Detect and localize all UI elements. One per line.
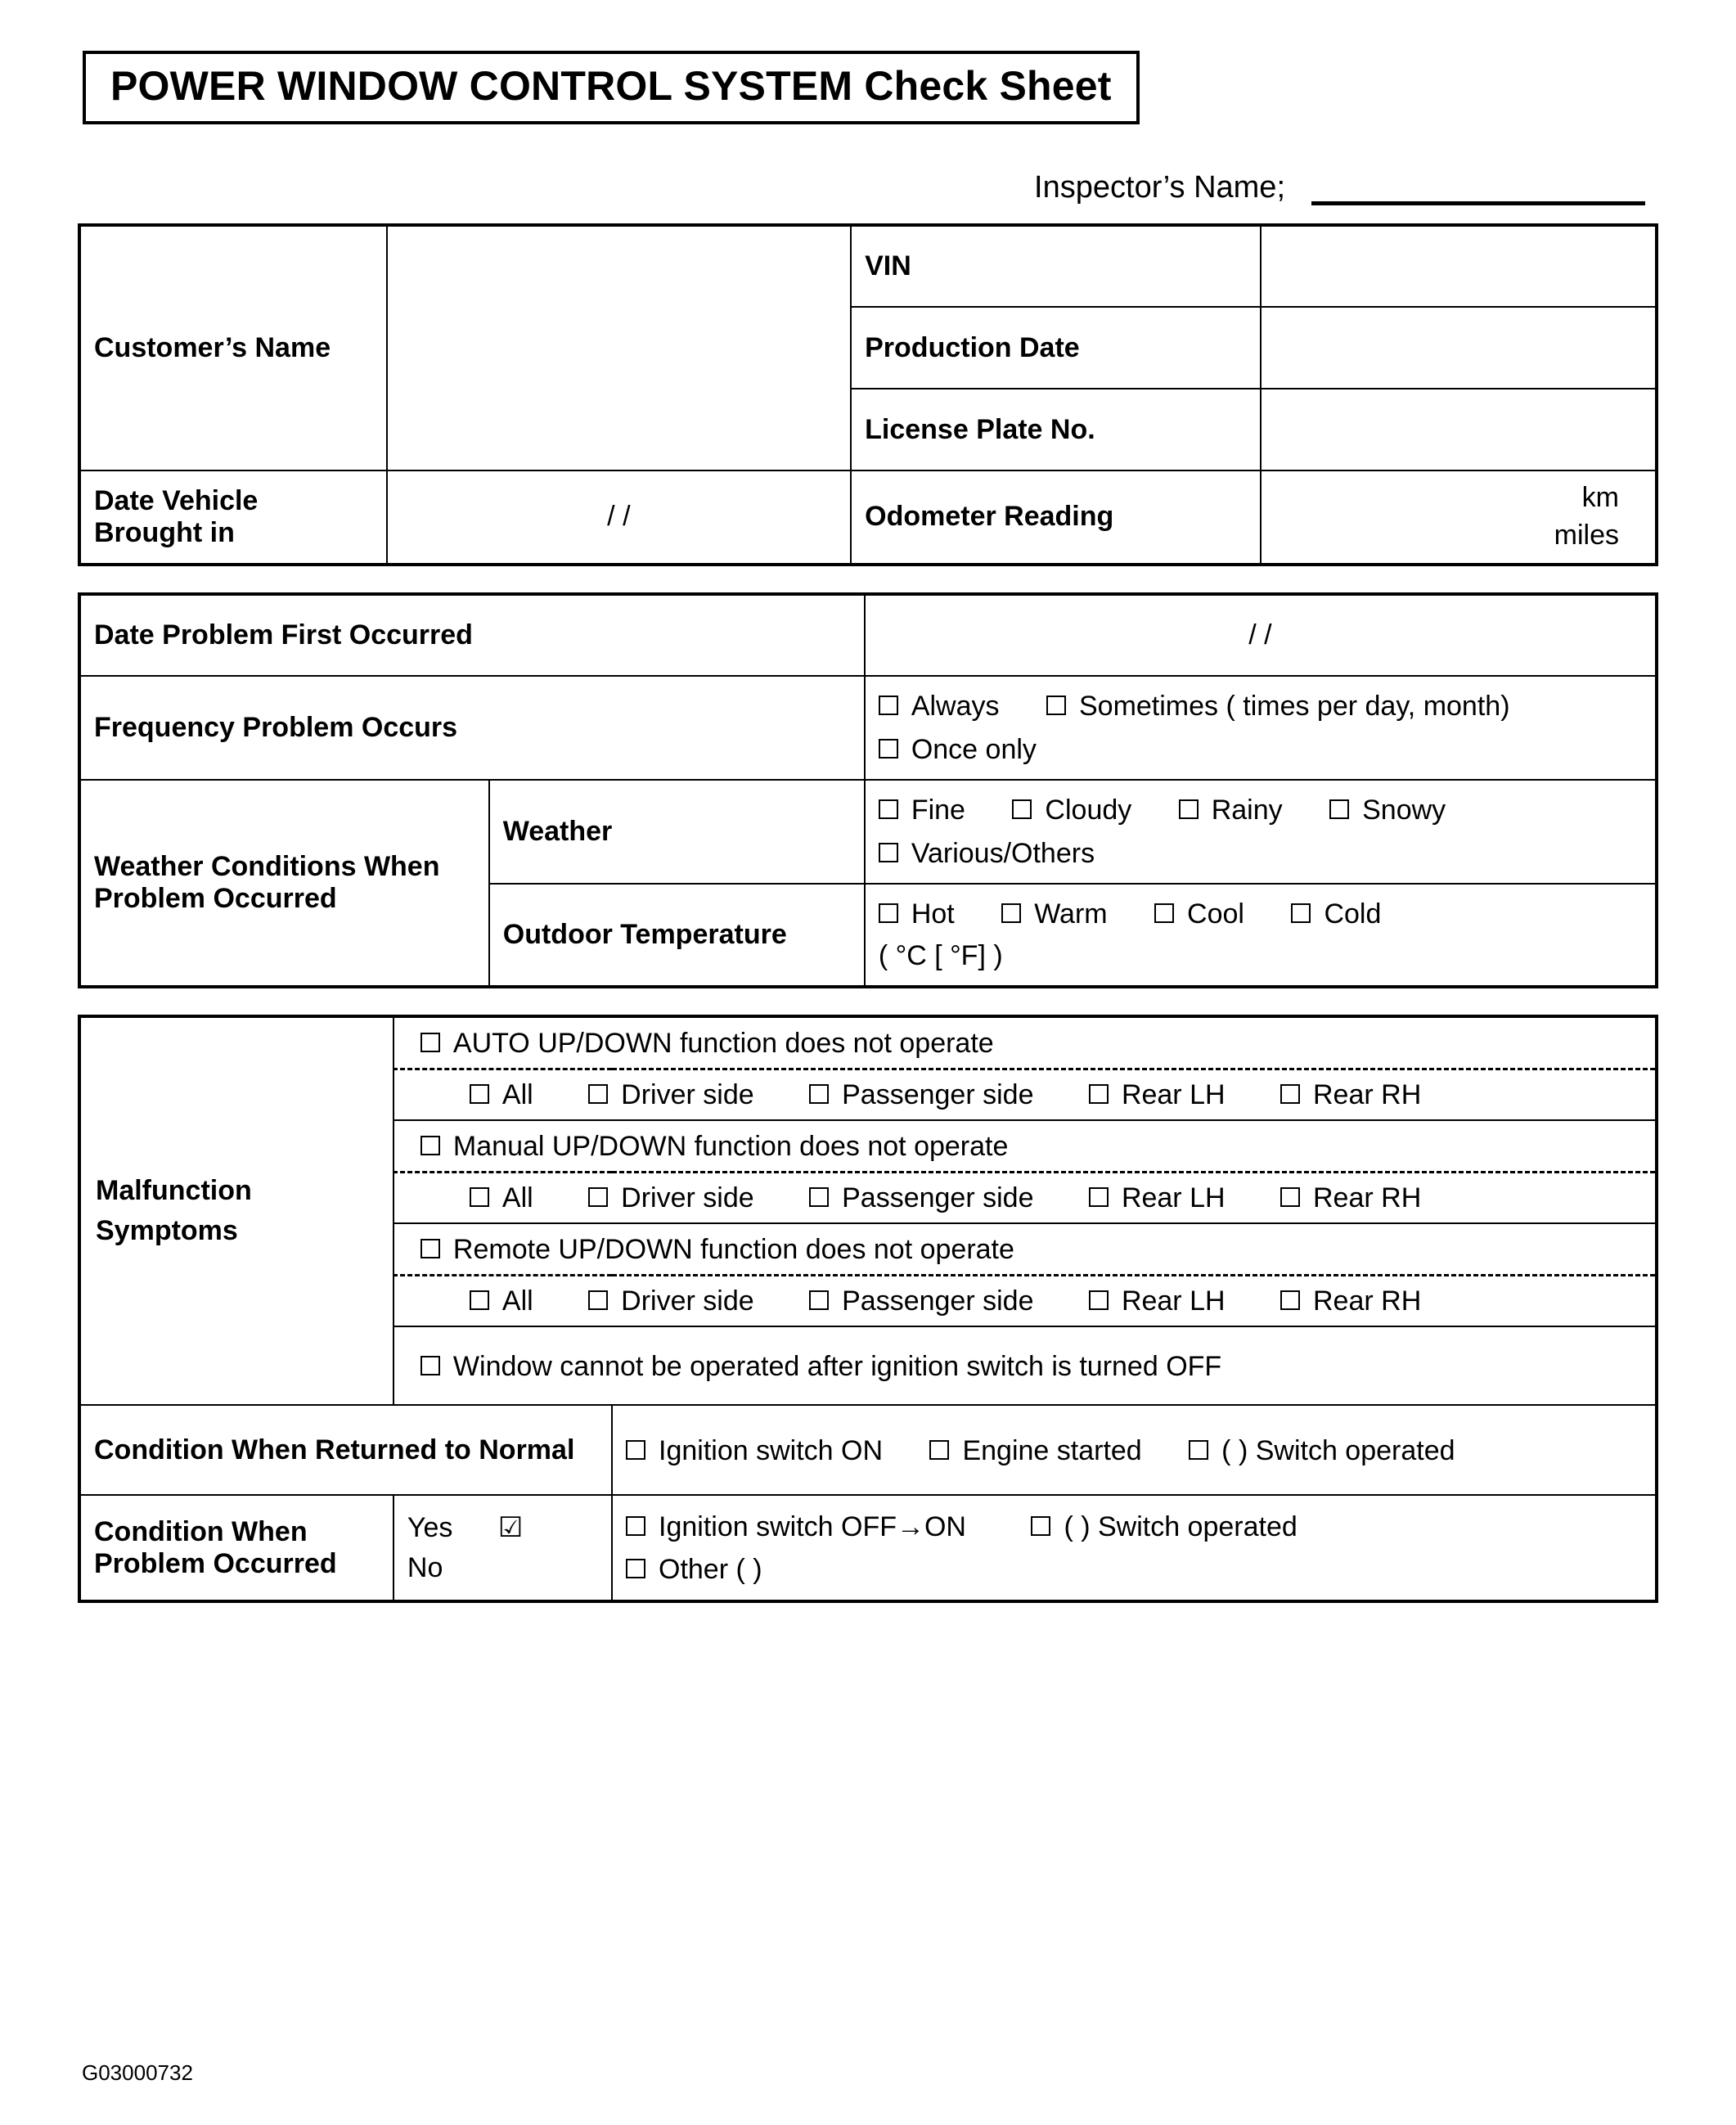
checkbox-icon[interactable]: [879, 843, 898, 862]
checkbox-icon[interactable]: [1012, 799, 1032, 819]
checkbox-icon[interactable]: [1001, 903, 1021, 923]
condition-returned-normal-label: Condition When Returned to Normal: [79, 1405, 612, 1495]
problem-option-switch-operated[interactable]: ( ) Switch operated: [1031, 1506, 1297, 1548]
malfunction-manual-locations: [394, 1172, 1657, 1223]
normal-option-ignition-on[interactable]: Ignition switch ON: [626, 1430, 883, 1472]
odometer-input[interactable]: [1261, 470, 1657, 565]
page-title: POWER WINDOW CONTROL SYSTEM Check Sheet: [110, 63, 1112, 109]
location-all[interactable]: All: [470, 1182, 533, 1214]
checkbox-icon[interactable]: [879, 696, 898, 715]
inspector-name-label: Inspector’s Name;: [1034, 170, 1285, 205]
date-first-occurred-label: Date Problem First Occurred: [79, 594, 865, 676]
temperature-option-cool[interactable]: Cool: [1154, 894, 1244, 935]
checkbox-icon[interactable]: [626, 1516, 645, 1536]
table-row: [79, 1495, 1657, 1601]
date-brought-in-label: Date Vehicle Brought in: [79, 470, 387, 565]
malfunction-table: [78, 1015, 1658, 1603]
table-row: [79, 1016, 1657, 1069]
weather-option-rainy[interactable]: Rainy: [1179, 790, 1283, 831]
location-rear-lh[interactable]: Rear LH: [1089, 1079, 1226, 1111]
location-all[interactable]: All: [470, 1285, 533, 1317]
checkbox-icon[interactable]: [588, 1084, 608, 1104]
location-rear-lh[interactable]: Rear LH: [1089, 1182, 1226, 1214]
checkbox-icon[interactable]: [626, 1559, 645, 1578]
location-driver-side[interactable]: Driver side: [588, 1285, 753, 1317]
table-row: [79, 594, 1657, 676]
checkbox-icon[interactable]: [809, 1187, 829, 1207]
weather-option-various[interactable]: Various/Others: [879, 833, 1095, 875]
table-row: [79, 676, 1657, 780]
odometer-label: Odometer Reading: [851, 470, 1261, 565]
weather-conditions-label: Weather Conditions When Problem Occurred: [79, 780, 489, 988]
checkbox-icon[interactable]: [421, 1033, 440, 1052]
checkbox-icon[interactable]: [588, 1290, 608, 1310]
table-row: [79, 225, 1657, 307]
malfunction-remote-locations: [394, 1275, 1657, 1326]
checkbox-icon[interactable]: [1046, 696, 1066, 715]
malfunction-symptoms-label: Malfunction Symptoms: [79, 1016, 394, 1405]
checkbox-icon[interactable]: [1291, 903, 1311, 923]
normal-option-engine-started[interactable]: Engine started: [929, 1430, 1141, 1472]
vin-label: VIN: [851, 225, 1261, 307]
checkbox-icon[interactable]: [809, 1290, 829, 1310]
location-rear-rh[interactable]: Rear RH: [1280, 1285, 1421, 1317]
weather-options: [865, 780, 1657, 884]
checkbox-icon[interactable]: [1280, 1084, 1300, 1104]
weather-label: Weather: [489, 780, 865, 884]
inspector-name-row: [78, 170, 1658, 205]
checkbox-icon[interactable]: [1329, 799, 1349, 819]
checkbox-icon[interactable]: [470, 1084, 489, 1104]
checkbox-icon[interactable]: [470, 1187, 489, 1207]
location-driver-side[interactable]: Driver side: [588, 1182, 753, 1214]
no-label: No: [407, 1551, 443, 1583]
document-code: G03000732: [82, 2060, 193, 2085]
date-brought-in-input[interactable]: / /: [387, 470, 852, 565]
normal-option-switch-operated[interactable]: ( ) Switch operated: [1189, 1430, 1455, 1472]
checkbox-icon[interactable]: [1280, 1290, 1300, 1310]
checkbox-icon[interactable]: [1089, 1290, 1109, 1310]
weather-option-fine[interactable]: Fine: [879, 790, 965, 831]
malfunction-symptom-ignition-off[interactable]: Window cannot be operated after ignition switch is turned OFF: [394, 1326, 1657, 1405]
outdoor-temperature-options: [865, 884, 1657, 988]
temperature-option-cold[interactable]: Cold: [1291, 894, 1381, 935]
condition-problem-options: [612, 1495, 1657, 1601]
malfunction-symptom-manual[interactable]: Manual UP/DOWN function does not operate: [394, 1120, 1657, 1172]
inspector-name-input[interactable]: [1311, 181, 1645, 205]
checkbox-icon[interactable]: [421, 1239, 440, 1258]
table-row: [79, 470, 1657, 565]
production-date-input[interactable]: [1261, 307, 1657, 389]
temperature-units-input[interactable]: ( °C [ °F] ): [878, 940, 1003, 972]
location-passenger-side[interactable]: Passenger side: [809, 1079, 1033, 1111]
weather-option-snowy[interactable]: Snowy: [1329, 790, 1446, 831]
checkbox-icon[interactable]: [421, 1136, 440, 1155]
frequency-options: [865, 676, 1657, 780]
checkbox-icon[interactable]: [809, 1084, 829, 1104]
condition-returned-normal-options: [612, 1405, 1657, 1495]
location-driver-side[interactable]: Driver side: [588, 1079, 753, 1111]
vin-input[interactable]: [1261, 225, 1657, 307]
license-plate-label: License Plate No.: [851, 389, 1261, 470]
location-rear-rh[interactable]: Rear RH: [1280, 1182, 1421, 1214]
frequency-label: Frequency Problem Occurs: [79, 676, 865, 780]
condition-problem-occurred-label: Condition When Problem Occurred: [79, 1495, 394, 1601]
production-date-label: Production Date: [851, 307, 1261, 389]
checkbox-icon[interactable]: [470, 1290, 489, 1310]
customer-name-label: Customer’s Name: [79, 225, 387, 470]
customer-name-input[interactable]: [387, 225, 852, 470]
table-row: [79, 1405, 1657, 1495]
checkbox-icon[interactable]: [929, 1440, 949, 1460]
frequency-option-always[interactable]: Always: [879, 686, 1000, 727]
location-rear-rh[interactable]: Rear RH: [1280, 1079, 1421, 1111]
location-rear-lh[interactable]: Rear LH: [1089, 1285, 1226, 1317]
checkbox-icon[interactable]: [879, 903, 898, 923]
checkbox-icon[interactable]: [1179, 799, 1199, 819]
malfunction-symptom-auto[interactable]: AUTO UP/DOWN function does not operate: [394, 1016, 1657, 1069]
checkbox-icon[interactable]: [626, 1440, 645, 1460]
checkbox-icon[interactable]: [879, 799, 898, 819]
problem-option-ignition-off-on[interactable]: Ignition switch OFF→ON: [626, 1506, 966, 1548]
location-passenger-side[interactable]: Passenger side: [809, 1285, 1033, 1317]
date-first-occurred-input[interactable]: / /: [865, 594, 1657, 676]
malfunction-auto-locations: [394, 1069, 1657, 1120]
license-plate-input[interactable]: [1261, 389, 1657, 470]
problem-conditions-table: [78, 592, 1658, 989]
outdoor-temperature-label: Outdoor Temperature: [489, 884, 865, 988]
location-all[interactable]: All: [470, 1079, 533, 1111]
checkbox-icon[interactable]: [1154, 903, 1174, 923]
yes-checkbox-icon[interactable]: ☑: [497, 1510, 524, 1544]
checkbox-icon[interactable]: [588, 1187, 608, 1207]
temperature-option-hot[interactable]: Hot: [879, 894, 955, 935]
checkbox-icon[interactable]: [1089, 1187, 1109, 1207]
problem-option-other[interactable]: Other ( ): [626, 1549, 762, 1591]
frequency-option-sometimes[interactable]: Sometimes ( times per day, month): [1046, 686, 1510, 727]
frequency-option-once-only[interactable]: Once only: [879, 729, 1037, 771]
checkbox-icon[interactable]: [1089, 1084, 1109, 1104]
page-title-box: [83, 51, 1140, 124]
checkbox-icon[interactable]: [1031, 1516, 1050, 1536]
condition-problem-yes-no[interactable]: [394, 1495, 612, 1601]
checkbox-icon[interactable]: [1189, 1440, 1208, 1460]
malfunction-symptom-remote[interactable]: Remote UP/DOWN function does not operate: [394, 1223, 1657, 1275]
yes-label: Yes: [407, 1511, 453, 1543]
odometer-unit-miles: miles: [1554, 519, 1619, 551]
odometer-unit-km: km: [1581, 482, 1619, 513]
checkbox-icon[interactable]: [879, 739, 898, 759]
location-passenger-side[interactable]: Passenger side: [809, 1182, 1033, 1214]
checkbox-icon[interactable]: [1280, 1187, 1300, 1207]
temperature-option-warm[interactable]: Warm: [1001, 894, 1107, 935]
vehicle-info-table: [78, 223, 1658, 566]
weather-option-cloudy[interactable]: Cloudy: [1012, 790, 1131, 831]
table-row: [79, 780, 1657, 884]
checkbox-icon[interactable]: [421, 1356, 440, 1375]
